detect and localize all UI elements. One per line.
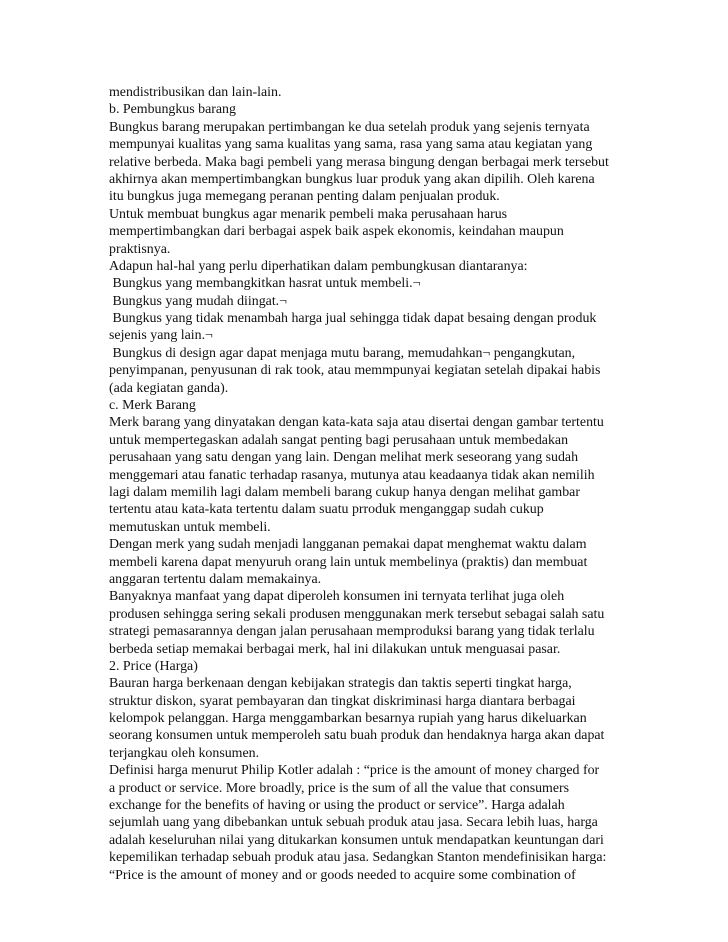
text-line: a product or service. More broadly, price is the sum of all the value that consumers — [109, 780, 570, 796]
text-line: “Price is the amount of money and or goods needed to acquire some combination of — [109, 867, 576, 883]
text-line: penyimpanan, penyusunan di rak took, atau memmpunyai kegiatan setelah dipakai habis — [109, 363, 601, 379]
text-line: relative berbeda. Maka bagi pembeli yang merasa bingung dengan berbagai merk tersebut — [109, 154, 609, 170]
text-line: lagi dalam memilih lagi dalam membeli barang cukup hanya dengan melihat gambar — [109, 484, 580, 500]
text-line: terjangkau oleh konsumen. — [109, 745, 260, 761]
text-line: anggaran tertentu dalam memakainya. — [109, 571, 322, 587]
text-line: mempunyai kualitas yang sama kualitas yang sama, rasa yang sama atau kegiatan yang — [109, 137, 593, 153]
text-line: sejenis yang lain.¬ — [109, 328, 213, 344]
text-line: mempertimbangkan dari berbagai aspek baik aspek ekonomis, keindahan maupun — [109, 224, 564, 240]
text-line: Bungkus yang membangkitkan hasrat untuk membeli.¬ — [109, 276, 421, 292]
text-line: Merk barang yang dinyatakan dengan kata-kata saja atau disertai dengan gambar tertentu — [109, 415, 604, 431]
text-line: menggemari atau fanatic terhadap rasanya, mutunya atau keadaanya tidak akan nemilih — [109, 467, 595, 483]
text-line: struktur diskon, syarat pembayaran dan tingkat diskriminasi harga diantara berbagai — [109, 693, 576, 709]
text-line: memutuskan untuk membeli. — [109, 519, 271, 535]
text-line: adalah keseluruhan nilai yang ditukarkan konsumen untuk mendapatkan keuntungan dari — [109, 832, 604, 848]
text-line: Bungkus yang mudah diingat.¬ — [109, 293, 287, 309]
text-line: perusahaan yang satu dengan yang lain. Dengan melihat merk seseorang yang sudah — [109, 450, 579, 466]
text-line: (ada kegiatan ganda). — [109, 380, 229, 396]
text-line: Definisi harga menurut Philip Kotler adalah : “price is the amount of money charged for — [109, 763, 600, 779]
text-line: Banyaknya manfaat yang dapat diperoleh konsumen ini ternyata terlihat juga oleh — [109, 589, 565, 605]
text-line: Dengan merk yang sudah menjadi langganan pemakai dapat menghemat waktu dalam — [109, 537, 587, 553]
text-line: strategi pemasarannya dengan jalan perusahaan memproduksi barang yang tidak terlalu — [109, 624, 595, 640]
text-line: 2. Price (Harga) — [109, 658, 198, 674]
text-line: exchange for the benefits of having or using the product or service”. Harga adalah — [109, 798, 565, 814]
text-line: Bungkus barang merupakan pertimbangan ke dua setelah produk yang sejenis ternyata — [109, 119, 590, 135]
text-line: membeli karena dapat menyuruh orang lain untuk membelinya (praktis) dan membuat — [109, 554, 588, 570]
text-line: Bungkus yang tidak menambah harga jual sehingga tidak dapat besaing dengan produk — [109, 311, 597, 327]
text-line: Bungkus di design agar dapat menjaga mutu barang, memudahkan¬ pengangkutan, — [109, 345, 576, 361]
text-line: kelompok pelanggan. Harga menggambarkan besarnya rupiah yang harus dikeluarkan — [109, 711, 587, 727]
text-line: itu bungkus juga memegang peranan penting dalam penjualan produk. — [109, 189, 500, 205]
text-line: mendistribusikan dan lain-lain. — [109, 85, 282, 100]
text-line: seorang konsumen untuk memperoleh satu buah produk dan hendaknya harga akan dapat — [109, 728, 605, 744]
text-line: b. Pembungkus barang — [109, 102, 236, 118]
text-line: tertentu atau kata-kata tertentu dalam suatu prroduk menganggap sudah cukup — [109, 502, 544, 518]
text-line: untuk mempertegaskan adalah sangat penting bagi perusahaan untuk membedakan — [109, 432, 569, 448]
text-line: akhirnya akan mempertimbangkan bungkus luar produk yang akan dipilih. Oleh karena — [109, 171, 595, 187]
text-line: Bauran harga berkenaan dengan kebijakan strategis dan taktis seperti tingkat harga, — [109, 676, 572, 692]
text-line: produsen sehingga sering sekali produsen menggunakan merk tersebut sebagai salah satu — [109, 606, 605, 622]
text-line: c. Merk Barang — [109, 398, 196, 414]
text-line: sejumlah uang yang dibebankan untuk sebuah produk atau jasa. Secara lebih luas, harga — [109, 815, 598, 831]
text-line: Untuk membuat bungkus agar menarik pembeli maka perusahaan harus — [109, 206, 508, 222]
text-line: berbeda setiap memakai berbagai merk, hal ini dilakukan untuk menguasai pasar. — [109, 641, 561, 657]
text-line: praktisnya. — [109, 241, 171, 257]
text-line: Adapun hal-hal yang perlu diperhatikan dalam pembungkusan diantaranya: — [109, 258, 528, 274]
text-line: kepemilikan terhadap sebuah produk atau jasa. Sedangkan Stanton mendefinisikan harga: — [109, 850, 607, 866]
document-body — [109, 84, 721, 884]
